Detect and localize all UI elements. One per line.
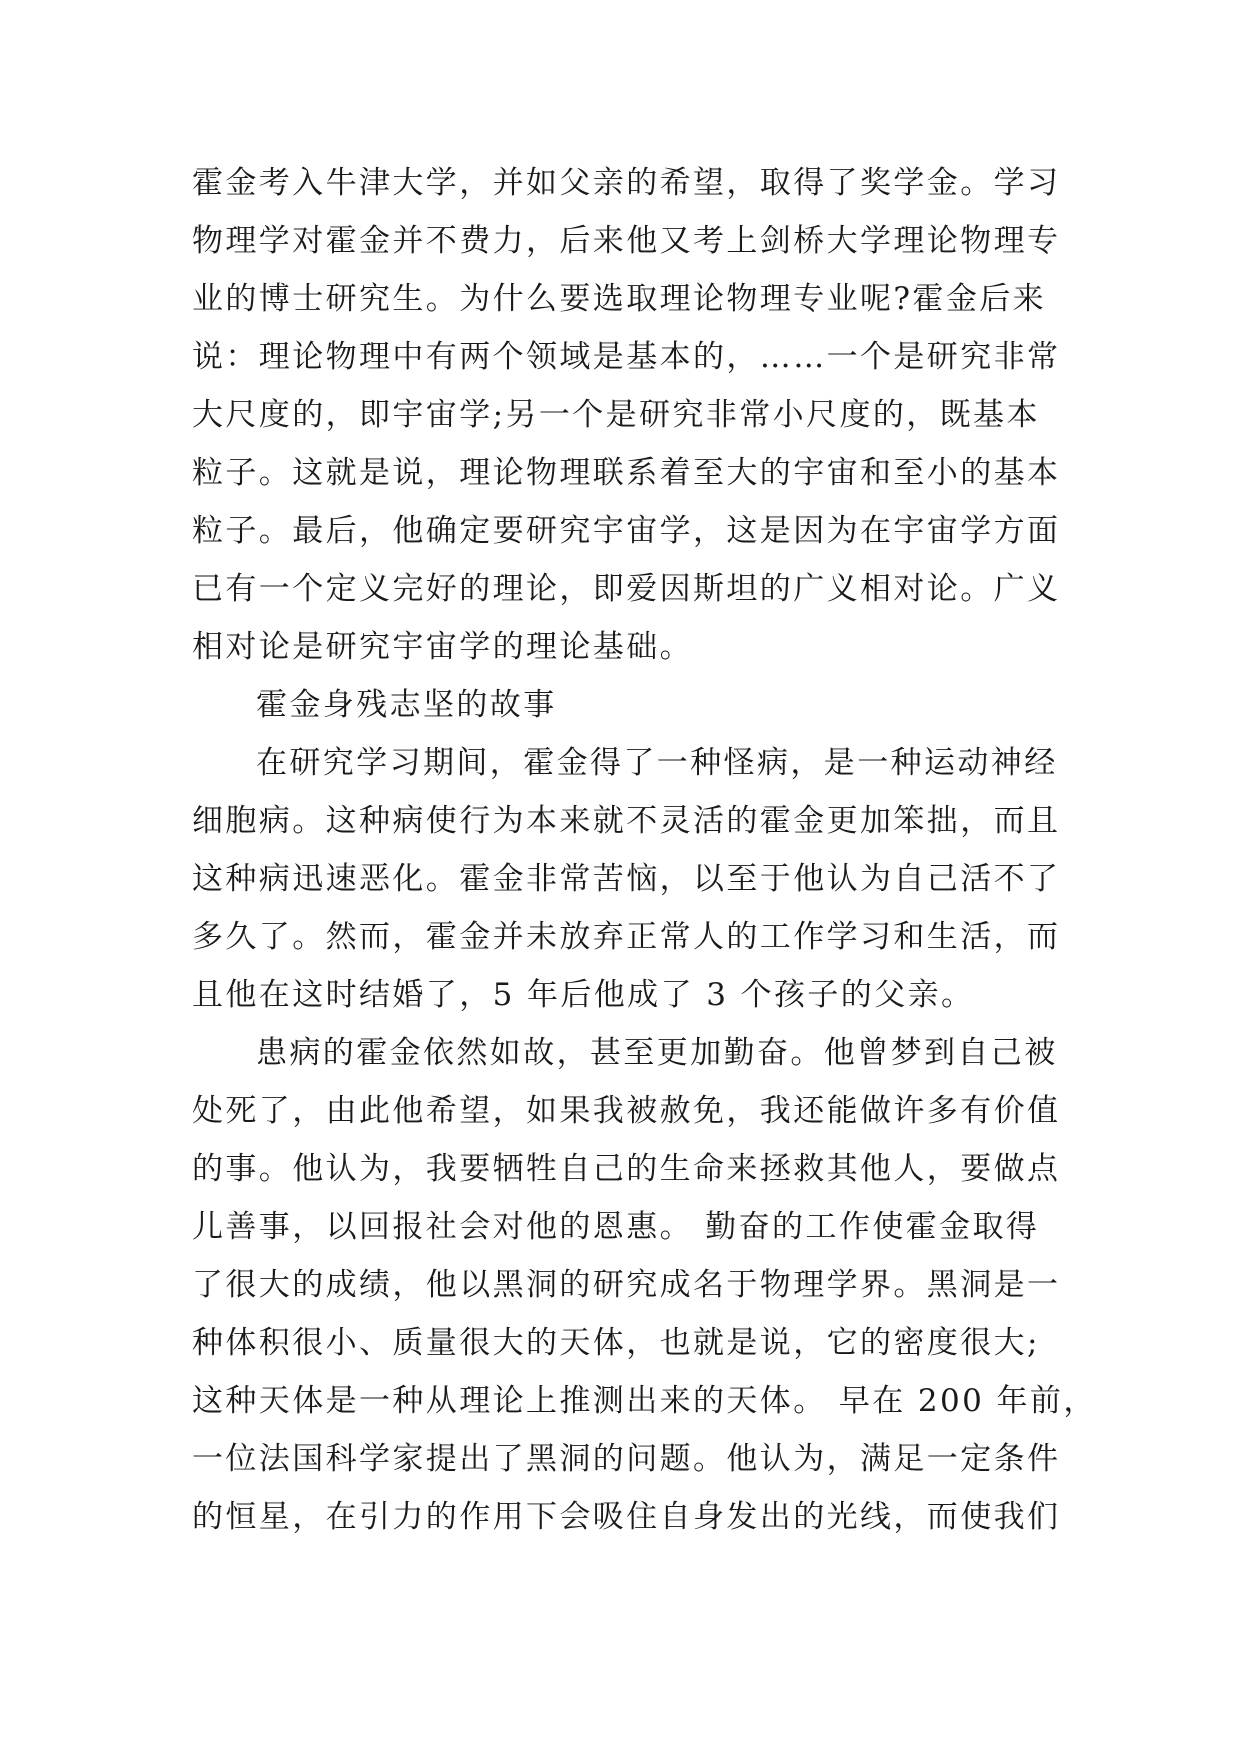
text-line: 这种天体是一种从理论上推测出来的天体。 早在 200 年前， (192, 1383, 1097, 1419)
text-line: 粒子。最后，他确定要研究宇宙学，这是因为在宇宙学方面 (192, 513, 1061, 549)
text-line: 的事。他认为，我要牺牲自己的生命来拯救其他人，要做点 (192, 1151, 1061, 1187)
text-line: 这种病迅速恶化。霍金非常苦恼，以至于他认为自己活不了 (192, 861, 1061, 897)
text-line: 儿善事，以回报社会对他的恩惠。 勤奋的工作使霍金取得 (192, 1209, 1040, 1245)
text-line: 说：理论物理中有两个领域是基本的，……一个是研究非常 (192, 339, 1061, 375)
text-line: 霍金考入牛津大学，并如父亲的希望，取得了奖学金。学习 (192, 165, 1061, 201)
text-line: 一位法国科学家提出了黑洞的问题。他认为，满足一定条件 (192, 1441, 1061, 1477)
text-line: 相对论是研究宇宙学的理论基础。 (192, 629, 693, 665)
text-line: 多久了。然而，霍金并未放弃正常人的工作学习和生活，而 (192, 919, 1061, 955)
text-line: 了很大的成绩，他以黑洞的研究成名于物理学界。黑洞是一 (192, 1267, 1061, 1303)
text-line: 的恒星，在引力的作用下会吸住自身发出的光线，而使我们 (192, 1499, 1061, 1535)
text-line: 大尺度的，即宇宙学;另一个是研究非常小尺度的，既基本 (192, 397, 1040, 433)
section-heading: 霍金身残志坚的故事 (256, 687, 557, 723)
text-line: 粒子。这就是说，理论物理联系着至大的宇宙和至小的基本 (192, 455, 1061, 491)
text-line: 在研究学习期间，霍金得了一种怪病，是一种运动神经 (256, 745, 1058, 781)
text-line: 物理学对霍金并不费力，后来他又考上剑桥大学理论物理专 (192, 223, 1061, 259)
text-line: 种体积很小、质量很大的天体，也就是说，它的密度很大; (192, 1325, 1040, 1361)
text-line: 业的博士研究生。为什么要选取理论物理专业呢?霍金后来 (192, 281, 1047, 317)
text-line: 患病的霍金依然如故，甚至更加勤奋。他曾梦到自己被 (256, 1035, 1058, 1071)
body-text (192, 154, 1097, 1546)
text-line: 处死了，由此他希望，如果我被赦免，我还能做许多有价值 (192, 1093, 1061, 1129)
text-line: 细胞病。这种病使行为本来就不灵活的霍金更加笨拙，而且 (192, 803, 1061, 839)
text-line: 且他在这时结婚了，5 年后他成了 3 个孩子的父亲。 (192, 977, 975, 1013)
text-line: 已有一个定义完好的理论，即爱因斯坦的广义相对论。广义 (192, 571, 1061, 607)
